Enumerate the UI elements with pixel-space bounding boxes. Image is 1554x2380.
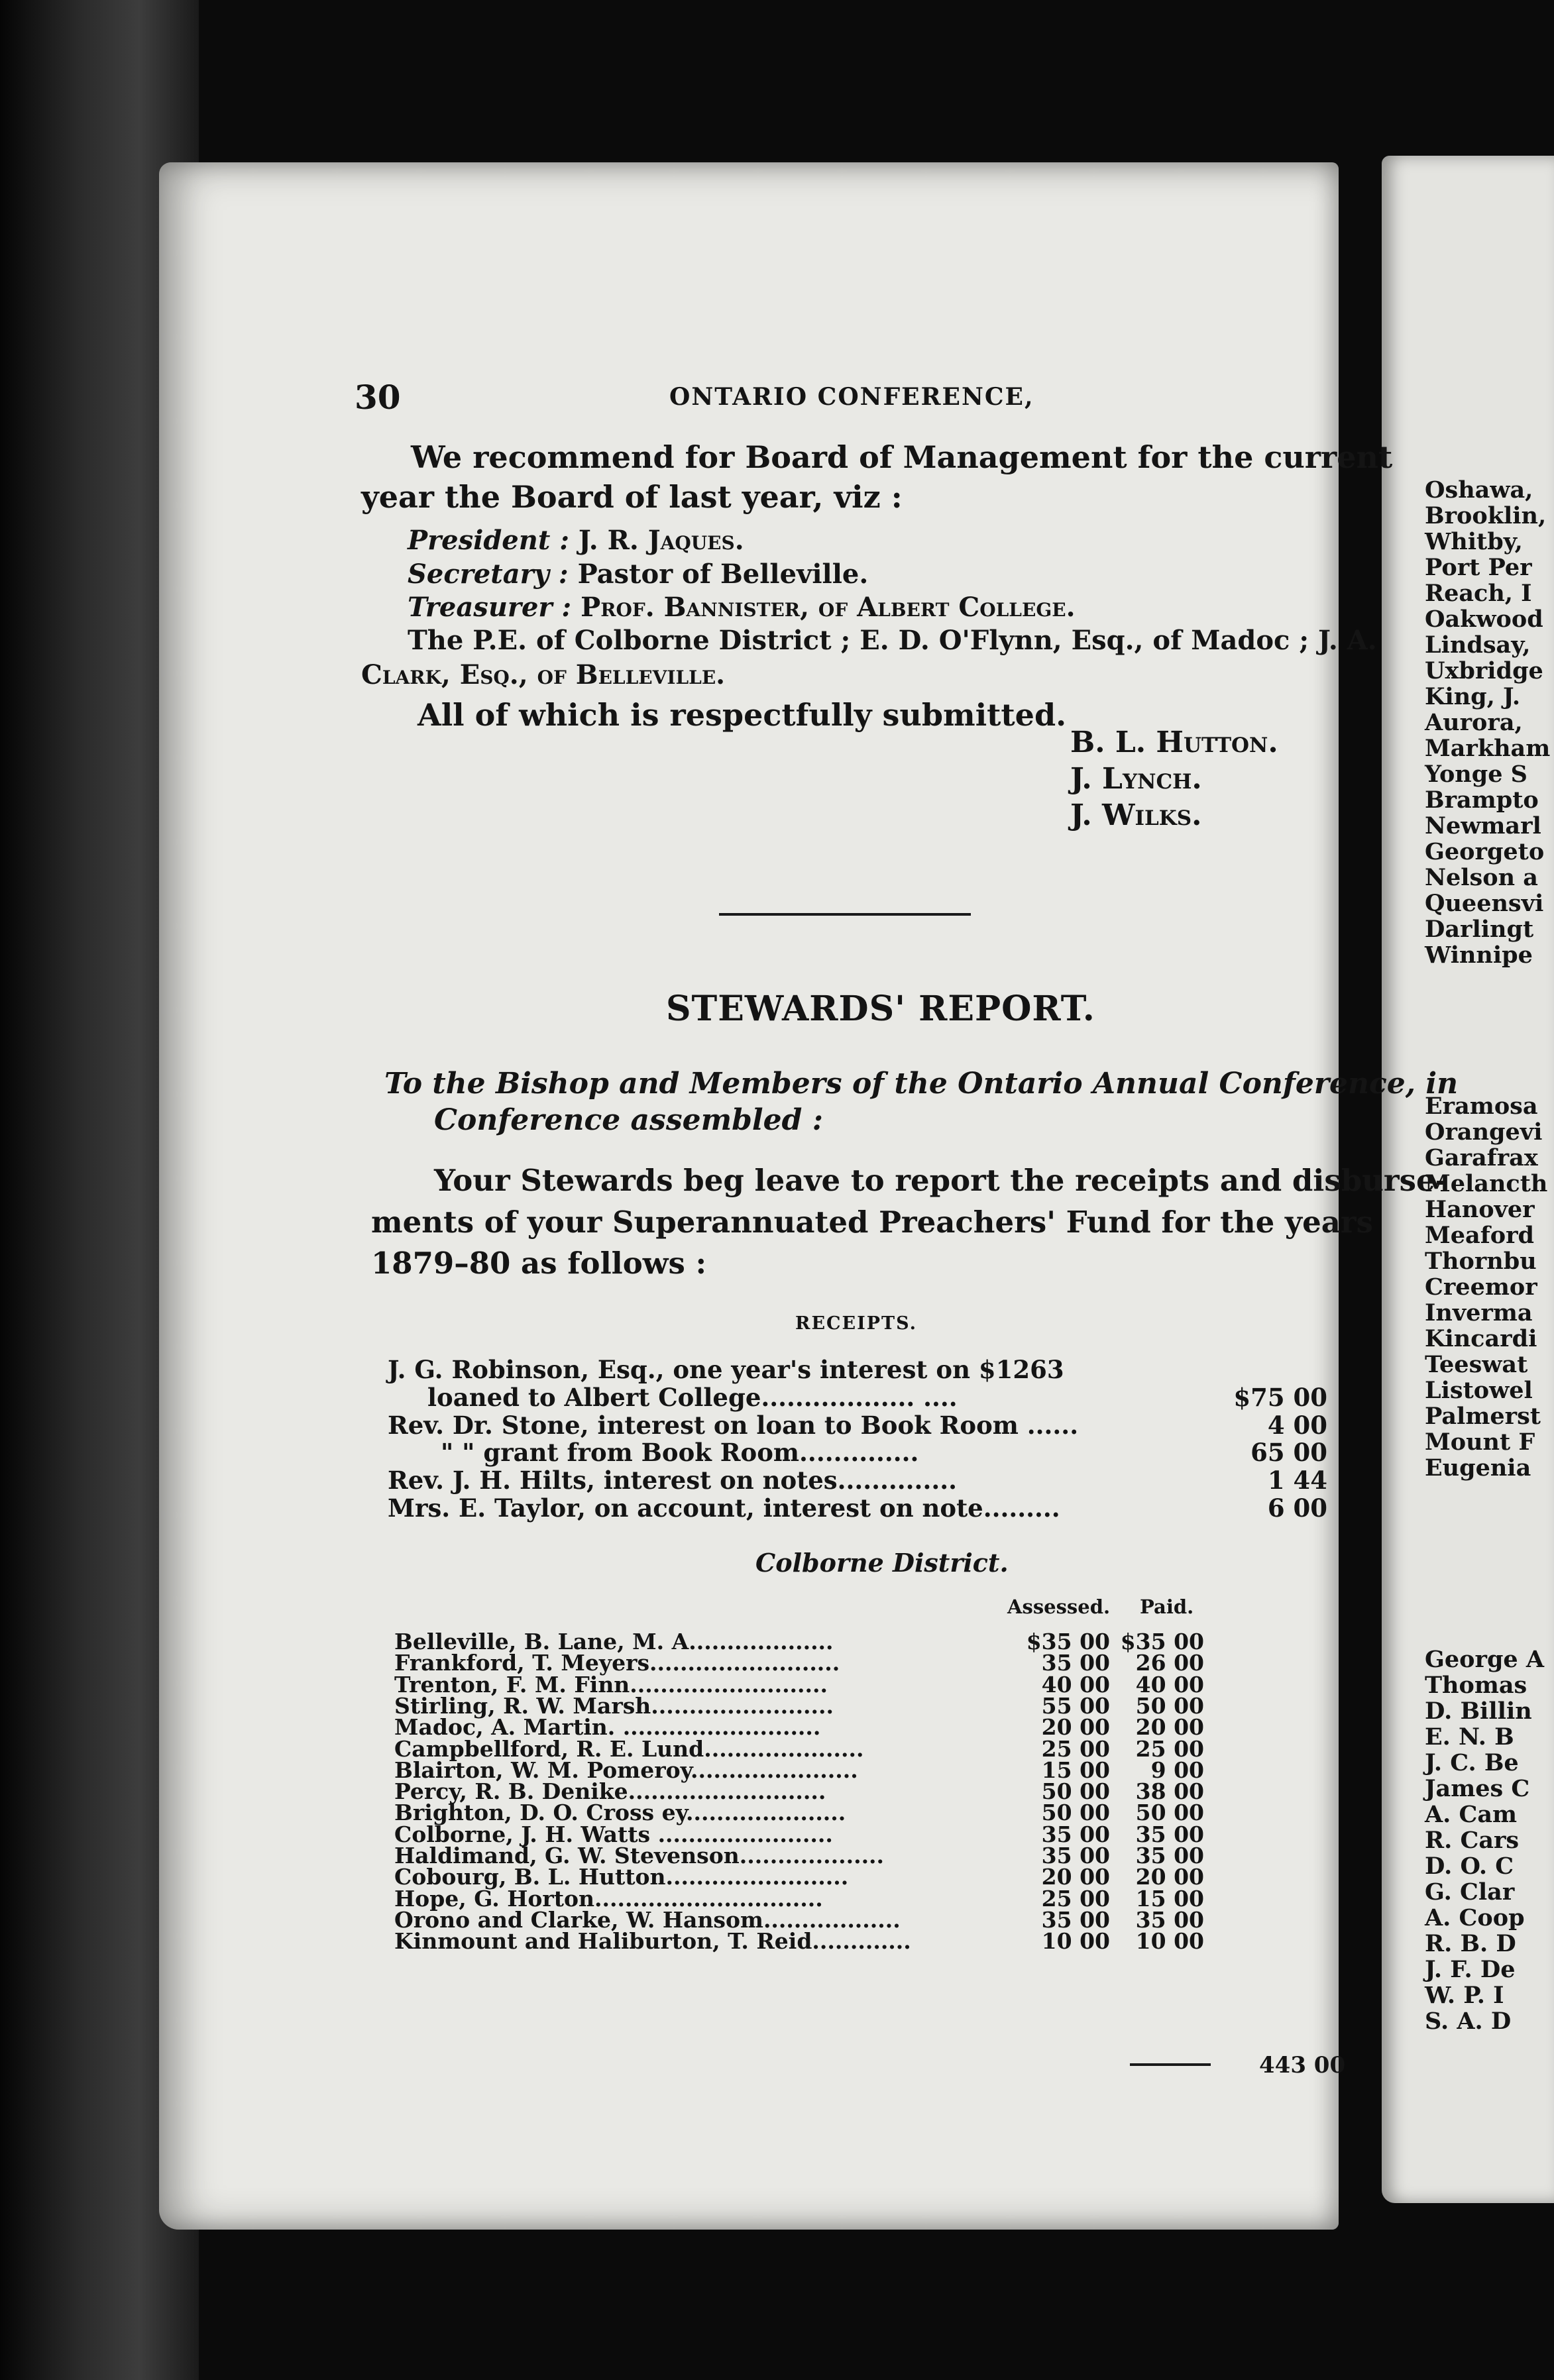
page-number: 30 bbox=[355, 378, 401, 417]
facing-page-line: Winnipe bbox=[1425, 942, 1533, 969]
signature-1: B. L. Hutton. bbox=[1070, 726, 1278, 759]
facing-page-line: James C bbox=[1425, 1775, 1530, 1802]
receipt-row bbox=[388, 1493, 1342, 1521]
facing-page-line: A. Coop bbox=[1425, 1904, 1525, 1931]
facing-page-line: George A bbox=[1425, 1646, 1545, 1673]
district-assessed: 20 00 bbox=[1041, 1714, 1110, 1740]
district-name: Blairton, W. M. Pomeroy...................... bbox=[394, 1757, 858, 1783]
page-header bbox=[355, 378, 1335, 417]
pe-line-1: The P.E. of Colborne District ; E. D. O'Flynn, Esq., of Madoc ; J. A. bbox=[408, 625, 1377, 656]
district-row bbox=[394, 1757, 1216, 1783]
receipts-heading: RECEIPTS. bbox=[795, 1313, 918, 1334]
facing-page-line: Thornbu bbox=[1425, 1248, 1537, 1275]
total-rule bbox=[1130, 2063, 1211, 2066]
district-paid: 50 00 bbox=[1135, 1800, 1204, 1825]
district-name: Belleville, B. Lane, M. A................... bbox=[394, 1629, 834, 1654]
district-paid: 9 00 bbox=[1150, 1757, 1204, 1783]
facing-page-line: Orangevi bbox=[1425, 1118, 1543, 1146]
district-paid: 25 00 bbox=[1135, 1736, 1204, 1762]
district-name: Stirling, R. W. Marsh........................ bbox=[394, 1693, 834, 1719]
district-paid: 20 00 bbox=[1135, 1714, 1204, 1740]
secretary-label: Secretary : bbox=[408, 559, 569, 590]
facing-page-line: Eramosa bbox=[1425, 1093, 1538, 1120]
facing-page-line: E. N. B bbox=[1425, 1723, 1514, 1751]
district-paid: 15 00 bbox=[1135, 1886, 1204, 1912]
district-total: 443 00 bbox=[1259, 2052, 1346, 2079]
district-paid: 40 00 bbox=[1135, 1672, 1204, 1698]
district-name: Cobourg, B. L. Hutton........................ bbox=[394, 1864, 849, 1890]
facing-page-line: Kincardi bbox=[1425, 1325, 1537, 1352]
receipt-amount: $75 00 bbox=[1233, 1383, 1327, 1412]
facing-page-line: Georgeto bbox=[1425, 838, 1545, 865]
district-row bbox=[394, 1650, 1216, 1676]
facing-page-line: Inverma bbox=[1425, 1299, 1533, 1326]
facing-page-line: Newmarl bbox=[1425, 812, 1541, 839]
submitted-line: All of which is respectfully submitted. bbox=[417, 697, 1067, 733]
facing-page-line: Mount F bbox=[1425, 1429, 1535, 1456]
district-assessed: 35 00 bbox=[1041, 1907, 1110, 1933]
district-row bbox=[394, 1928, 1216, 1954]
facing-page-line: King, J. bbox=[1425, 683, 1521, 710]
facing-page-line: Uxbridge bbox=[1425, 657, 1543, 684]
facing-page-line: Oakwood bbox=[1425, 606, 1543, 633]
district-row bbox=[394, 1864, 1216, 1890]
signature-2: J. Lynch. bbox=[1070, 762, 1202, 796]
president-value: J. R. Jaques. bbox=[578, 525, 744, 556]
facing-page-line: Meaford bbox=[1425, 1222, 1535, 1249]
pe-line-2: Clark, Esq., of Belleville. bbox=[361, 659, 726, 690]
district-assessed: 40 00 bbox=[1041, 1672, 1110, 1698]
president-label: President : bbox=[408, 525, 569, 556]
receipt-amount: 4 00 bbox=[1267, 1411, 1327, 1440]
receipt-desc: Mrs. E. Taylor, on account, interest on note......... bbox=[388, 1493, 1060, 1523]
district-paid: 35 00 bbox=[1135, 1843, 1204, 1868]
board-line-2: year the Board of last year, viz : bbox=[361, 479, 903, 515]
district-name: Frankford, T. Meyers......................... bbox=[394, 1650, 840, 1676]
address-line-2: Conference assembled : bbox=[434, 1103, 823, 1137]
facing-page-line: R. Cars bbox=[1425, 1827, 1520, 1854]
district-row bbox=[394, 1736, 1216, 1762]
facing-page-line: D. O. C bbox=[1425, 1853, 1514, 1880]
facing-page-line: Port Per bbox=[1425, 554, 1532, 581]
signature-3: J. Wilks. bbox=[1070, 798, 1202, 832]
facing-page-line: J. F. De bbox=[1425, 1956, 1516, 1983]
facing-page-line: Oshawa, bbox=[1425, 476, 1533, 504]
district-paid: 35 00 bbox=[1135, 1907, 1204, 1933]
facing-page-line: Brampto bbox=[1425, 786, 1539, 814]
district-row bbox=[394, 1907, 1216, 1933]
district-assessed: 20 00 bbox=[1041, 1864, 1110, 1890]
receipt-desc: Rev. J. H. Hilts, interest on notes.............. bbox=[388, 1466, 957, 1495]
district-title: Colborne District. bbox=[755, 1548, 1009, 1578]
board-line-1: We recommend for Board of Management for the current bbox=[411, 439, 1393, 475]
receipt-amount: 6 00 bbox=[1267, 1493, 1327, 1523]
district-row bbox=[394, 1714, 1216, 1740]
receipt-desc: Rev. Dr. Stone, interest on loan to Book Room ...... bbox=[388, 1411, 1079, 1440]
district-row bbox=[394, 1693, 1216, 1719]
district-row bbox=[394, 1843, 1216, 1868]
receipt-row bbox=[388, 1466, 1342, 1493]
district-name: Percy, R. B. Denike.......................... bbox=[394, 1778, 826, 1804]
district-assessed: 35 00 bbox=[1041, 1843, 1110, 1868]
district-paid: 26 00 bbox=[1135, 1650, 1204, 1676]
district-row bbox=[394, 1821, 1216, 1847]
president-line bbox=[408, 525, 744, 556]
district-assessed: 10 00 bbox=[1041, 1928, 1110, 1954]
district-paid: $35 00 bbox=[1120, 1629, 1204, 1654]
receipt-row bbox=[388, 1411, 1342, 1438]
facing-page-line: Aurora, bbox=[1425, 709, 1523, 736]
intro-line-1: Your Stewards beg leave to report the receipts and disburse- bbox=[434, 1163, 1448, 1198]
section-divider bbox=[719, 913, 971, 916]
column-header-paid: Paid. bbox=[1140, 1596, 1194, 1618]
district-assessed: 55 00 bbox=[1041, 1693, 1110, 1719]
district-assessed: $35 00 bbox=[1026, 1629, 1110, 1654]
secretary-value: Pastor of Belleville. bbox=[577, 559, 869, 590]
receipt-row bbox=[388, 1355, 1342, 1383]
receipt-amount: 65 00 bbox=[1250, 1438, 1327, 1467]
treasurer-value: Prof. Bannister, of Albert College. bbox=[581, 592, 1076, 623]
receipt-row bbox=[388, 1383, 1342, 1411]
secretary-line bbox=[408, 559, 868, 590]
receipt-desc: J. G. Robinson, Esq., one year's interest on $1263 bbox=[388, 1355, 1064, 1384]
facing-page-line: Yonge S bbox=[1425, 761, 1527, 788]
district-assessed: 50 00 bbox=[1041, 1778, 1110, 1804]
district-name: Brighton, D. O. Cross ey..................... bbox=[394, 1800, 846, 1825]
facing-page-line: Brooklin, bbox=[1425, 502, 1547, 529]
facing-page-line: D. Billin bbox=[1425, 1698, 1532, 1725]
facing-page-line: Garafrax bbox=[1425, 1144, 1538, 1171]
facing-page-line: Markham bbox=[1425, 735, 1551, 762]
facing-page-line: Palmerst bbox=[1425, 1403, 1541, 1430]
district-name: Kinmount and Haliburton, T. Reid............. bbox=[394, 1928, 911, 1954]
facing-page-line: Hanover bbox=[1425, 1196, 1535, 1223]
district-paid: 38 00 bbox=[1135, 1778, 1204, 1804]
district-paid: 10 00 bbox=[1135, 1928, 1204, 1954]
receipt-desc: " " grant from Book Room.............. bbox=[441, 1438, 919, 1467]
facing-page-line: S. A. D bbox=[1425, 2008, 1512, 2035]
column-header-assessed: Assessed. bbox=[1007, 1596, 1111, 1618]
district-assessed: 15 00 bbox=[1041, 1757, 1110, 1783]
district-name: Madoc, A. Martin. .......................... bbox=[394, 1714, 821, 1740]
treasurer-line bbox=[408, 592, 1076, 623]
facing-page-line: J. C. Be bbox=[1425, 1749, 1519, 1776]
district-name: Hope, G. Horton.............................. bbox=[394, 1886, 823, 1912]
district-row bbox=[394, 1778, 1216, 1804]
district-row bbox=[394, 1886, 1216, 1912]
facing-page-line: Teeswat bbox=[1425, 1351, 1528, 1378]
facing-page-line: G. Clar bbox=[1425, 1878, 1515, 1906]
district-assessed: 25 00 bbox=[1041, 1886, 1110, 1912]
district-assessed: 35 00 bbox=[1041, 1821, 1110, 1847]
facing-page-line: A. Cam bbox=[1425, 1801, 1518, 1828]
district-paid: 35 00 bbox=[1135, 1821, 1204, 1847]
facing-page-line: Thomas bbox=[1425, 1672, 1527, 1699]
district-paid: 20 00 bbox=[1135, 1864, 1204, 1890]
district-name: Trenton, F. M. Finn.......................... bbox=[394, 1672, 828, 1698]
district-name: Orono and Clarke, W. Hansom.................. bbox=[394, 1907, 901, 1933]
facing-page-block2 bbox=[1425, 1093, 1548, 1482]
receipt-amount: 1 44 bbox=[1267, 1466, 1327, 1495]
district-assessed: 50 00 bbox=[1041, 1800, 1110, 1825]
facing-page-line: Lindsay, bbox=[1425, 631, 1531, 659]
receipt-row bbox=[388, 1438, 1342, 1466]
facing-page-line: Eugenia bbox=[1425, 1454, 1531, 1482]
district-assessed: 35 00 bbox=[1041, 1650, 1110, 1676]
facing-page-block3 bbox=[1425, 1646, 1545, 2035]
facing-page-block1 bbox=[1425, 476, 1551, 969]
treasurer-label: Treasurer : bbox=[408, 592, 572, 623]
district-name: Haldimand, G. W. Stevenson................... bbox=[394, 1843, 885, 1868]
facing-page-line: Queensvi bbox=[1425, 890, 1544, 917]
report-title: STEWARDS' REPORT. bbox=[666, 989, 1095, 1029]
district-name: Campbellford, R. E. Lund..................... bbox=[394, 1736, 864, 1762]
facing-page-line: Listowel bbox=[1425, 1377, 1533, 1404]
facing-page-line: Whitby, bbox=[1425, 528, 1523, 555]
facing-page-line: R. B. D bbox=[1425, 1930, 1516, 1957]
intro-line-3: 1879–80 as follows : bbox=[371, 1246, 707, 1281]
facing-page-line: Creemor bbox=[1425, 1273, 1537, 1301]
district-name: Colborne, J. H. Watts ....................... bbox=[394, 1821, 833, 1847]
district-row bbox=[394, 1800, 1216, 1825]
facing-page-line: W. P. I bbox=[1425, 1982, 1504, 2009]
district-row bbox=[394, 1672, 1216, 1698]
facing-page-line: Nelson a bbox=[1425, 864, 1538, 891]
district-paid: 50 00 bbox=[1135, 1693, 1204, 1719]
facing-page-line: Melancth bbox=[1425, 1170, 1548, 1197]
intro-line-2: ments of your Superannuated Preachers' Fund for the years bbox=[371, 1205, 1373, 1240]
district-row bbox=[394, 1629, 1216, 1654]
address-line-1: To the Bishop and Members of the Ontario Annual Conference, in bbox=[384, 1067, 1459, 1101]
facing-page-line: Darlingt bbox=[1425, 916, 1534, 943]
facing-page-line: Reach, I bbox=[1425, 580, 1532, 607]
running-head: ONTARIO CONFERENCE, bbox=[669, 383, 1034, 411]
receipt-desc: loaned to Albert College.................. .... bbox=[427, 1383, 958, 1412]
district-assessed: 25 00 bbox=[1041, 1736, 1110, 1762]
